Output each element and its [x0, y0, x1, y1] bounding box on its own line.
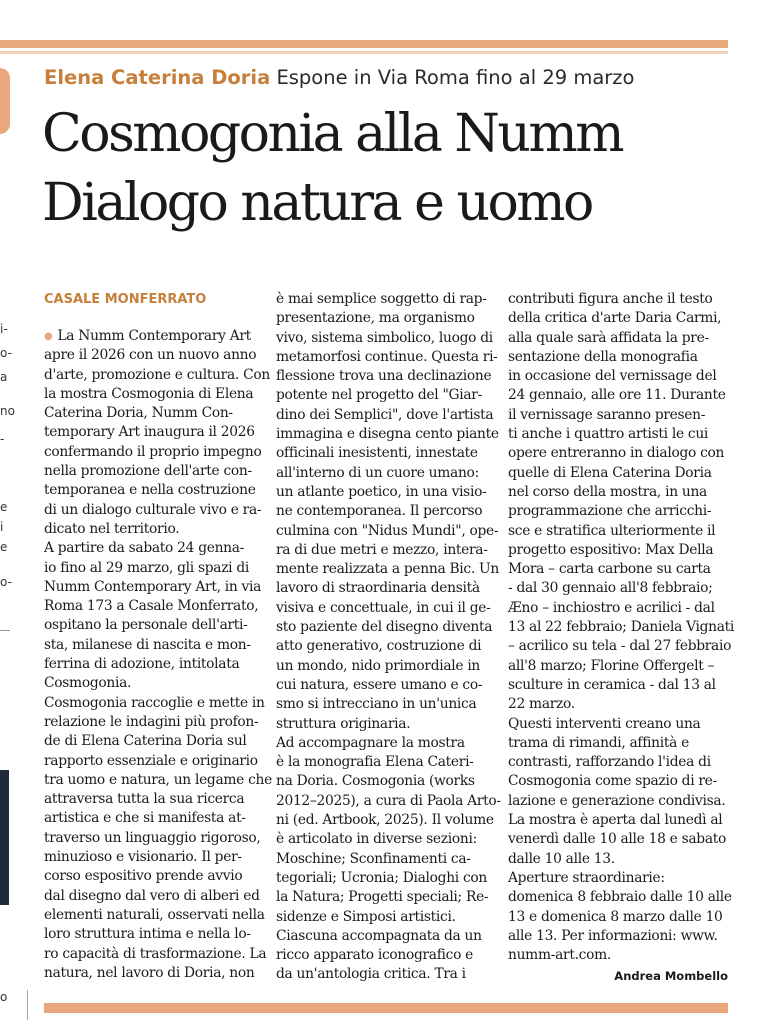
text-line: trama di rimandi, affinità e: [508, 734, 689, 751]
text-line: culmina con "Nidus Mundi", ope-: [276, 522, 499, 539]
text-line: ra di due metri e mezzo, intera-: [276, 541, 488, 558]
text-line: traverso un linguaggio rigoroso,: [44, 829, 261, 846]
kicker-subtitle: Espone in Via Roma fino al 29 marzo: [276, 66, 635, 89]
text-line: Cosmogonia raccoglie e mette in: [44, 694, 265, 711]
text-line: sce e stratifica ulteriormente il: [508, 522, 716, 539]
text-line: sto paziente del disegno diventa: [276, 619, 493, 636]
text-line: Cosmogonia come spazio di re-: [508, 773, 717, 790]
text-line: progetto espositivo: Max Della: [508, 541, 714, 558]
adjacent-fragment: e: [0, 500, 8, 514]
text-line: mente realizzata a penna Bic. Un: [276, 561, 499, 578]
text-line: na Doria. Cosmogonia (works: [276, 773, 475, 790]
text-line: Roma 173 a Casale Monferrato,: [44, 598, 259, 615]
text-line: un mondo, nido primordiale in: [276, 657, 481, 674]
text-line: 22 marzo.: [508, 696, 575, 713]
adjacent-fragment: no: [0, 404, 15, 418]
adjacent-article-photo: [0, 770, 9, 905]
text-line: la mostra Cosmogonia di Elena: [44, 385, 254, 402]
headline-line-2: Dialogo natura e uomo: [42, 173, 592, 233]
text-line: artistica e che si manifesta at-: [44, 810, 246, 827]
kicker-artist-name: Elena Caterina Doria: [44, 66, 271, 89]
text-line: numm-art.com.: [508, 947, 611, 964]
article-column-3: [508, 290, 735, 986]
adjacent-fragment: i: [0, 520, 4, 534]
text-line: vivo, sistema simbolico, luogo di: [276, 329, 493, 346]
text-line: 13 al 22 febbraio; Daniela Vignati: [508, 619, 735, 636]
text-line: ro capacità di trasformazione. La: [44, 945, 267, 962]
text-line: corso espositivo prende avvio: [44, 868, 243, 885]
text-line: Mora – carta carbone su carta: [508, 561, 711, 578]
text-line: Æno – inchiostro e acrilici - dal: [508, 599, 715, 616]
text-line: dal disegno dal vero di alberi ed: [44, 887, 260, 904]
text-line: visiva e concettuale, in cui il ge-: [276, 599, 491, 616]
text-line: La mostra è aperta dal lunedì al: [508, 812, 723, 829]
text-line: quelle di Elena Caterina Doria: [508, 464, 712, 481]
text-line: temporanea e nella costruzione: [44, 482, 256, 499]
text-line: è mai semplice soggetto di rap-: [276, 291, 487, 307]
text-line: da un'antologia critica. Tra i: [276, 966, 466, 983]
text-line: d'arte, promozione e cultura. Con: [44, 366, 270, 383]
text-line: ferrina di adozione, intitolata: [44, 656, 240, 673]
text-line: presentazione, ma organismo: [276, 310, 475, 327]
adjacent-fragment: i-: [0, 322, 8, 336]
text-line: tegoriali; Ucronia; Dialoghi con: [276, 869, 488, 886]
text-line: smo si intrecciano in un'unica: [276, 696, 477, 713]
text-line: alle 13. Per informazioni: www.: [508, 927, 718, 944]
text-line: potente nel progetto del "Giar-: [276, 387, 482, 404]
text-line: sidenze e Simposi artistici.: [276, 908, 456, 925]
text-line: immagina e disegna cento piante: [276, 426, 499, 443]
text-line: ● La Numm Contemporary Art: [44, 327, 272, 346]
text-line: ospitano la personale dell'arti-: [44, 617, 248, 634]
text-line: ti anche i quattro artisti le cui: [508, 426, 709, 443]
margin-line: [27, 990, 28, 1020]
adjacent-article-divider: [0, 630, 10, 631]
text-line: loro struttura intima e nella lo-: [44, 926, 251, 943]
text-line: io fino al 29 marzo, gli spazi di: [44, 559, 250, 576]
top-rule: [0, 40, 728, 48]
text-line: nella promozione dell'arte con-: [44, 463, 252, 480]
text-line: atto generativo, costruzione di: [276, 638, 482, 655]
text-line: natura, nel lavoro di Doria, non: [44, 964, 255, 981]
text-line: sta, milanese di nascita e mon-: [44, 636, 251, 653]
text-line: nel corso della mostra, in una: [508, 483, 707, 500]
adjacent-fragment: o-: [0, 575, 12, 589]
text-line: programmazione che arricchi-: [508, 503, 712, 520]
adjacent-article-decor: [0, 68, 10, 134]
text-line: in occasione del vernissage del: [508, 368, 717, 385]
kicker: [44, 66, 634, 89]
text-line: rapporto essenziale e originario: [44, 752, 258, 769]
text-line: Cosmogonia.: [44, 675, 132, 692]
text-line: A partire da sabato 24 genna-: [44, 540, 245, 557]
article-column-2: [276, 290, 500, 985]
text-line: venerdì dalle 10 alle 18 e sabato: [508, 831, 727, 848]
text-line: struttura originaria.: [276, 715, 411, 732]
column-1-text: [44, 327, 272, 983]
adjacent-fragment: a: [0, 370, 8, 384]
text-line: lazione e generazione condivisa.: [508, 792, 726, 809]
column-2-text: [276, 290, 500, 985]
dateline: CASALE MONFERRATO: [44, 292, 207, 307]
text-line: de di Elena Caterina Doria sul: [44, 733, 247, 750]
text-line: temporary Art inaugura il 2026: [44, 424, 255, 441]
text-line: all'interno di un cuore umano:: [276, 464, 479, 481]
text-line: Ad accompagnare la mostra: [276, 734, 465, 751]
text-line: lavoro di straordinaria densità: [276, 580, 480, 597]
text-line: contributi figura anche il testo: [508, 291, 713, 307]
text-line: è la monografia Elena Cateri-: [276, 754, 474, 771]
text-line: sculture in ceramica - dal 13 al: [508, 676, 716, 693]
text-line: dino dei Semplici", dove l'artista: [276, 406, 494, 423]
text-line: - dal 30 gennaio all'8 febbraio;: [508, 580, 713, 597]
text-line: cui natura, essere umano e co-: [276, 676, 483, 693]
text-line: dicato nel territorio.: [44, 520, 180, 537]
text-line: opere entreranno in dialogo con: [508, 445, 725, 462]
text-line: attraversa tutta la sua ricerca: [44, 791, 245, 808]
text-line: della critica d'arte Daria Carmi,: [508, 310, 722, 327]
text-line: sentazione della monografia: [508, 348, 698, 365]
text-line: all'8 marzo; Florine Offergelt –: [508, 657, 715, 674]
headline-line-1: Cosmogonia alla Numm: [42, 104, 623, 164]
column-3-text: [508, 290, 735, 965]
text-line: Moschine; Sconfinamenti ca-: [276, 850, 471, 867]
text-line: Numm Contemporary Art, in via: [44, 578, 262, 595]
text-line: 24 gennaio, alle ore 11. Durante: [508, 387, 726, 404]
text-line: è articolato in diverse sezioni:: [276, 831, 477, 848]
text-line: ricco apparato iconografico e: [276, 947, 474, 964]
text-line: minuzioso e visionario. Il per-: [44, 849, 242, 866]
article-column-1: [44, 290, 272, 983]
text-line: Questi interventi creano una: [508, 715, 701, 732]
text-line: un atlante poetico, in una visio-: [276, 483, 487, 500]
adjacent-fragment: o: [0, 990, 8, 1004]
author-signature: Andrea Mombello: [614, 969, 728, 984]
text-line: Aperture straordinarie:: [508, 869, 665, 886]
adjacent-fragment: e: [0, 540, 8, 554]
text-line: relazione le indagini più profon-: [44, 713, 259, 730]
text-line: contrasti, rafforzando l'idea di: [508, 754, 711, 771]
text-line: il vernissage saranno presen-: [508, 406, 706, 423]
adjacent-fragment: o-: [0, 346, 12, 360]
text-line: dalle 10 alle 13.: [508, 850, 615, 867]
headline: [42, 100, 622, 238]
text-line: officinali inesistenti, innestate: [276, 445, 478, 462]
text-line: alla quale sarà affidata la pre-: [508, 329, 709, 346]
text-line: 13 e domenica 8 marzo dalle 10: [508, 908, 723, 925]
text-line: – acrilico su tela - dal 27 febbraio: [508, 638, 732, 655]
text-line: Ciascuna accompagnata da un: [276, 927, 482, 944]
text-line: la Natura; Progetti speciali; Re-: [276, 889, 489, 906]
top-rule-thin: [0, 51, 728, 54]
bottom-rule: [44, 1003, 728, 1013]
text-line: flessione trova una declinazione: [276, 368, 492, 385]
text-line: ni (ed. Artbook, 2025). Il volume: [276, 812, 494, 829]
text-line: confermando il proprio impegno: [44, 443, 262, 460]
text-line: apre il 2026 con un nuovo anno: [44, 347, 257, 364]
text-line: domenica 8 febbraio dalle 10 alle: [508, 889, 732, 906]
text-line: di un dialogo culturale vivo e ra-: [44, 501, 262, 518]
adjacent-fragment: -: [0, 432, 5, 446]
text-line: 2012–2025), a cura di Paola Arto-: [276, 792, 501, 809]
text-line: Caterina Doria, Numm Con-: [44, 405, 233, 422]
text-line: metamorfosi continue. Questa ri-: [276, 348, 498, 365]
text-line: ne contemporanea. Il percorso: [276, 503, 483, 520]
text-line: elementi naturali, osservati nella: [44, 906, 265, 923]
text-line: tra uomo e natura, un legame che: [44, 771, 273, 788]
